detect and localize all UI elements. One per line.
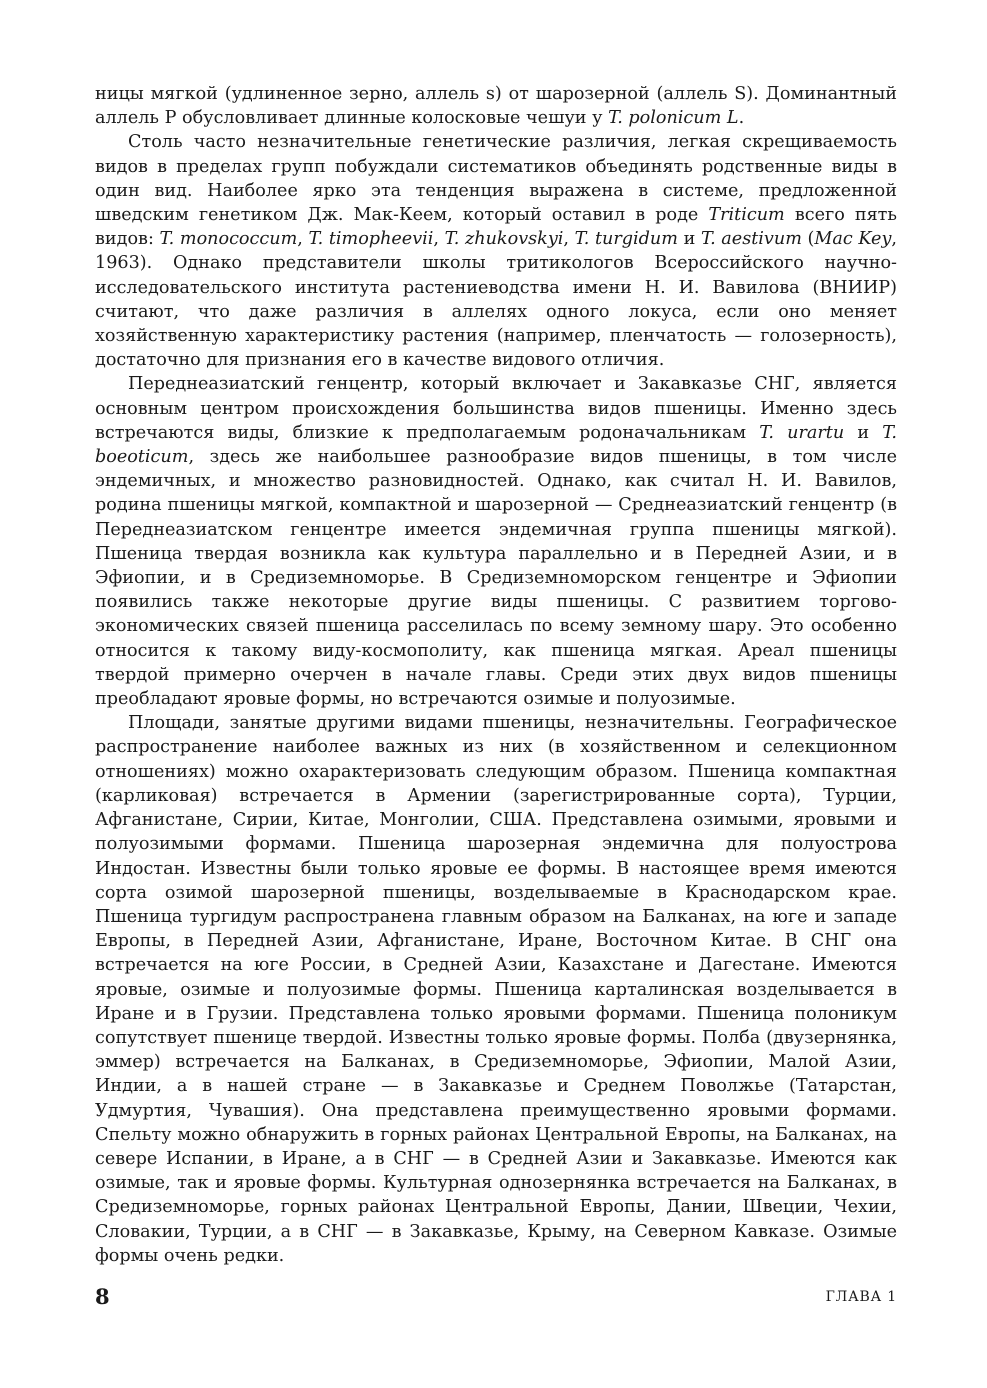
text-run: , [297, 229, 309, 250]
text-run: и [677, 229, 701, 250]
text-run: всего пять видов: [95, 205, 897, 250]
text-run: ницы мягкой (удлиненное зерно, аллель s) от шарозерной (аллель S). Доминантный аллель P обусловливает длинные колосковые чешуи у [95, 84, 897, 129]
text-run: ( [801, 229, 815, 250]
text-run: Переднеазиатский генцентр, который включает и Закавказье СНГ, является основным центром происхождения большинства видов пшеницы. Именно здесь встречаются виды, близкие к предполагаемым родоначальникам [95, 374, 897, 443]
text-run: , [433, 229, 445, 250]
italic-term: T. boeoticum [95, 422, 897, 468]
italic-term: T. monococcum [159, 229, 298, 250]
text-run: . [738, 108, 745, 129]
text-run: , [563, 229, 575, 250]
italic-term: Mac Key [814, 229, 892, 250]
italic-term: Triticum [708, 205, 785, 226]
paragraph [95, 82, 897, 130]
running-footer-chapter: ГЛАВА 1 [825, 1289, 897, 1305]
italic-term: T. timopheevii [308, 229, 434, 250]
italic-term: T. zhukovskyi [444, 229, 564, 250]
paragraph [95, 130, 897, 372]
paragraph [95, 711, 897, 1268]
italic-term: T. aestivum [700, 229, 802, 250]
text-run: Площади, занятые другими видами пшеницы, незначительны. Географическое распространение наиболее важных из них (в хозяйственном и селекционном отношениях) можно охарактеризовать следующим образом. Пшеница компактная (карликовая) встречается в Армении (зарегистрированные сорта), Турции, Афганистане, Сирии, Китае, Монголии, США. Представлена озимыми, яровыми и полуозимыми формами. Пшеница шарозерная эндемична для полуострова Индостан. Известны были только яровые ее формы. В настоящее время имеются сорта озимой шарозерной пшеницы, возделываемые в Краснодарском крае. Пшеница тургидум распространена главным образом на Балканах, на юге и западе Европы, в Передней Азии, Афганистане, Иране, Восточном Китае. В СНГ она встречается на юге России, в Средней Азии, Казахстане и Дагестане. Имеются яровые, озимые и полуозимые формы. Пшеница карталинская возделывается в Иране и в Грузии. Представлена только яровыми формами. Пшеница полоникум сопутствует пшенице твердой. Известны только яровые формы. Полба (двузернянка, эммер) встречается на Балканах, в Средиземноморье, Эфиопии, Малой Азии, Индии, а в нашей стране — в Закавказье и Среднем Поволжье (Татарстан, Удмуртия, Чувашия). Она представлена преимущественно яровыми формами. Спельту можно обнаружить в горных районах Центральной Европы, на Балканах, на севере Испании, в Иране, а в СНГ — в Средней Азии и Закавказье. Имеются как озимые, так и яровые формы. Культурная однозернянка встречается на Балканах, в Средиземноморье, горных районах Центральной Европы, Дании, Швеции, Чехии, Словакии, Турции, а в СНГ — в Закавказье, Крыму, на Северном Кавказе. Озимые формы очень редки. [95, 713, 897, 1266]
italic-term: T. polonicum L [608, 108, 739, 129]
text-run: , здесь же наибольшее разнообразие видов пшеницы, в том числе эндемичных, и множество разновидностей. Однако, как считал Н. И. Вавилов, родина пшеницы мягкой, компактной и шарозерной — Среднеазиатский генцентр (в Переднеазиатском генцентре имеется эндемичная группа пшеницы мягкой). Пшеница твердая возникла как культура параллельно и в Передней Азии, и в Эфиопии, и в Средиземноморье. В Средиземноморском генцентре и Эфиопии появились также некоторые другие виды пшеницы. С развитием торгово-экономических связей пшеница расселилась по всему земному шару. Это особенно относится к такому виду-космополиту, как пшеница мягкая. Ареал пшеницы твердой примерно очерчен в начале главы. Среди этих двух видов пшеницы преобладают яровые формы, но встречаются озимые и полуозимые. [95, 447, 897, 710]
body-text [95, 82, 897, 1268]
page-number: 8 [95, 1284, 110, 1309]
italic-term: T. turgidum [574, 229, 678, 250]
paragraph [95, 372, 897, 711]
page-footer [95, 1284, 897, 1314]
text-run: и [844, 422, 883, 443]
text-run: Столь часто незначительные генетические различия, легкая скрещиваемость видов в пределах групп побуждали систематиков объединять родственные виды в один вид. Наиболее ярко эта тенденция выражена в системе, предложенной шведским генетиком Дж. Мак-Кеем, который оставил в роде [95, 132, 897, 226]
text-run: , 1963). Однако представители школы тритикологов Всероссийского научно-исследовательского института растениеводства имени Н. И. Вавилова (ВНИИР) считают, что даже различия в аллелях одного локуса, если оно меняет хозяйственную характеристику растения (например, пленчатость — голозерность), достаточно для признания его в качестве видового отличия. [95, 229, 897, 371]
italic-term: T. urartu [759, 422, 845, 443]
